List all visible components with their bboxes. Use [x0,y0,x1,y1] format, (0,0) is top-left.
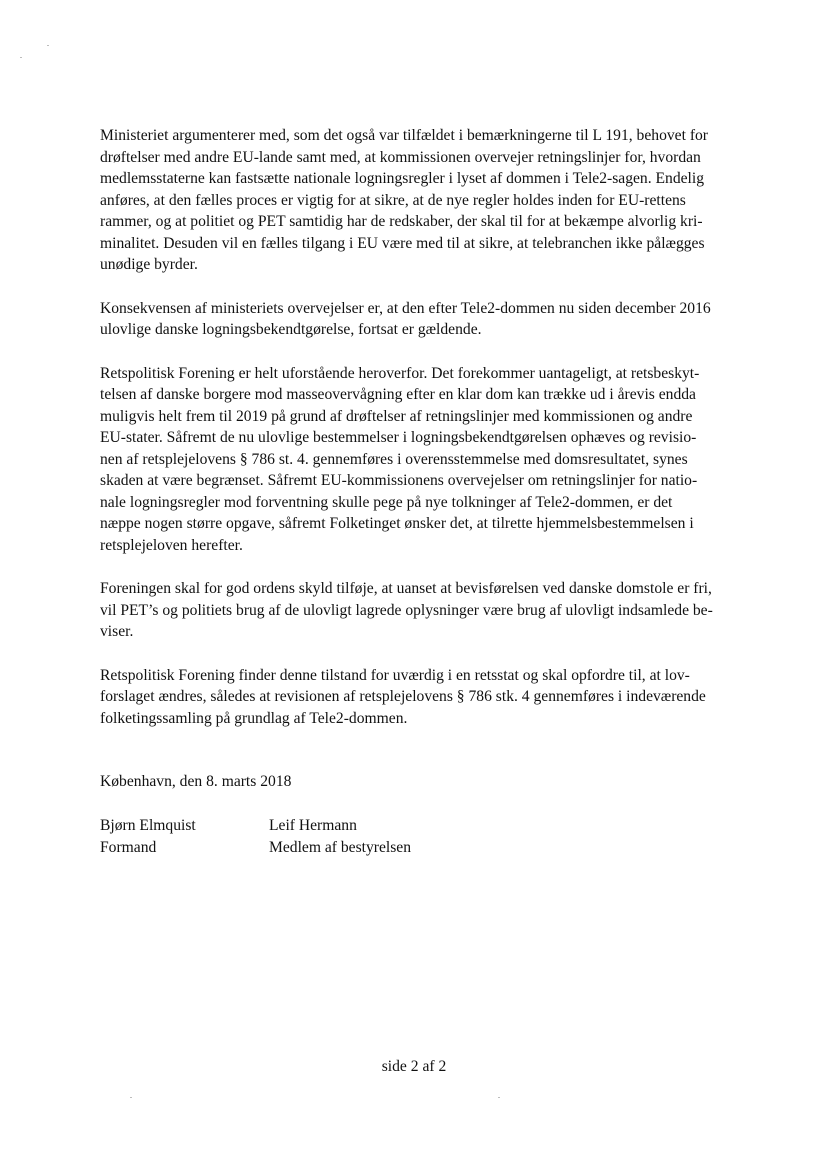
signatory-name: Leif Hermann [269,817,357,834]
paragraph-5 [100,665,740,730]
text-line: EU-stater. Såfremt de nu ulovlige bestemmelser i logningsbekendtgørelsen ophæves og revisio- [100,429,697,446]
scan-speck [47,45,49,46]
signature-block [100,815,411,858]
text-line: retsplejeloven herefter. [100,536,243,554]
date-line: København, den 8. marts 2018 [100,773,292,790]
scan-speck [130,1097,132,1098]
signatory-name: Bjørn Elmquist [100,817,196,834]
text-line: minalitet. Desuden vil en fælles tilgang i EU være med til at sikre, at telebranchen ikke pålægges [100,234,705,252]
text-line: folketingssamling på grundlag af Tele2-dommen. [100,709,408,727]
text-line: drøftelser med andre EU-lande samt med, at kommissionen overvejer retningslinjer for, hvordan [100,148,701,166]
text-line: Retspolitisk Forening finder denne tilstand for uværdig i en retsstat og skal opfordre til, at lov- [100,666,690,684]
scan-speck [498,1097,500,1098]
text-line: Foreningen skal for god ordens skyld tilføje, at uanset at bevisførelsen ved danske domstole er fri, [100,580,712,597]
signatory-title: Medlem af bestyrelsen [269,838,412,856]
scan-speck [20,57,22,58]
text-line: forslaget ændres, således at revisionen af retsplejelovens § 786 stk. 4 gennemføres i indeværende [100,688,706,705]
letter-body [100,125,740,751]
text-line: Retspolitisk Forening er helt uforstående heroverfor. Det forekommer uantageligt, at retsbeskyt- [100,364,700,382]
text-line: skaden at være begrænset. Såfremt EU-kommissionens overvejelser om retningslinjer for natio- [100,472,698,489]
text-line: muligvis helt frem til 2019 på grund af drøftelser af retningslinjer med kommissionen og andre [100,407,693,425]
paragraph-4 [100,578,740,643]
text-line: Ministeriet argumenterer med, som det også var tilfældet i bemærkningerne til L 191, behovet for [100,127,709,144]
text-line: medlemsstaterne kan fastsætte nationale logningsregler i lyset af dommen i Tele2-sagen. Endelig [100,170,705,187]
signatory-title: Formand [100,838,157,856]
text-line: ulovlige danske logningsbekendtgørelse, fortsat er gældende. [100,321,482,338]
paragraph-3 [100,363,740,557]
text-line: anføres, at den fælles proces er vigtig for at sikre, at de nye regler holdes inden for EU-rettens [100,191,686,209]
signatory-2 [269,815,411,858]
paragraph-1 [100,125,740,276]
text-line: Konsekvensen af ministeriets overvejelser er, at den efter Tele2-dommen nu siden december 2016 [100,299,711,317]
text-line: vil PET’s og politiets brug af de ulovligt lagrede oplysninger være brug af ulovligt indsamlede be- [100,601,713,619]
text-line: næppe nogen større opgave, såfremt Folketinget ønsker det, at tilrette hjemmelsbestemmelsen i [100,515,694,532]
text-line: rammer, og at politiet og PET samtidig har de redskaber, der skal til for at bekæmpe alvorlig kri- [100,213,703,230]
text-line: unødige byrder. [100,256,198,273]
paragraph-2 [100,298,740,341]
signatory-1 [100,815,269,858]
text-line: telsen af danske borgere mod masseovervågning efter en klar dom kan trække ud i årevis endda [100,386,696,403]
text-line: viser. [100,623,134,640]
text-line: nale logningsregler mod forventning skulle pege på nye tolkninger af Tele2-dommen, er det [100,493,673,511]
text-line: nen af retsplejelovens § 786 st. 4. gennemføres i overensstemmelse med domsresultatet, synes [100,450,688,468]
page-number: side 2 af 2 [381,1058,447,1075]
page-footer [0,1056,828,1078]
